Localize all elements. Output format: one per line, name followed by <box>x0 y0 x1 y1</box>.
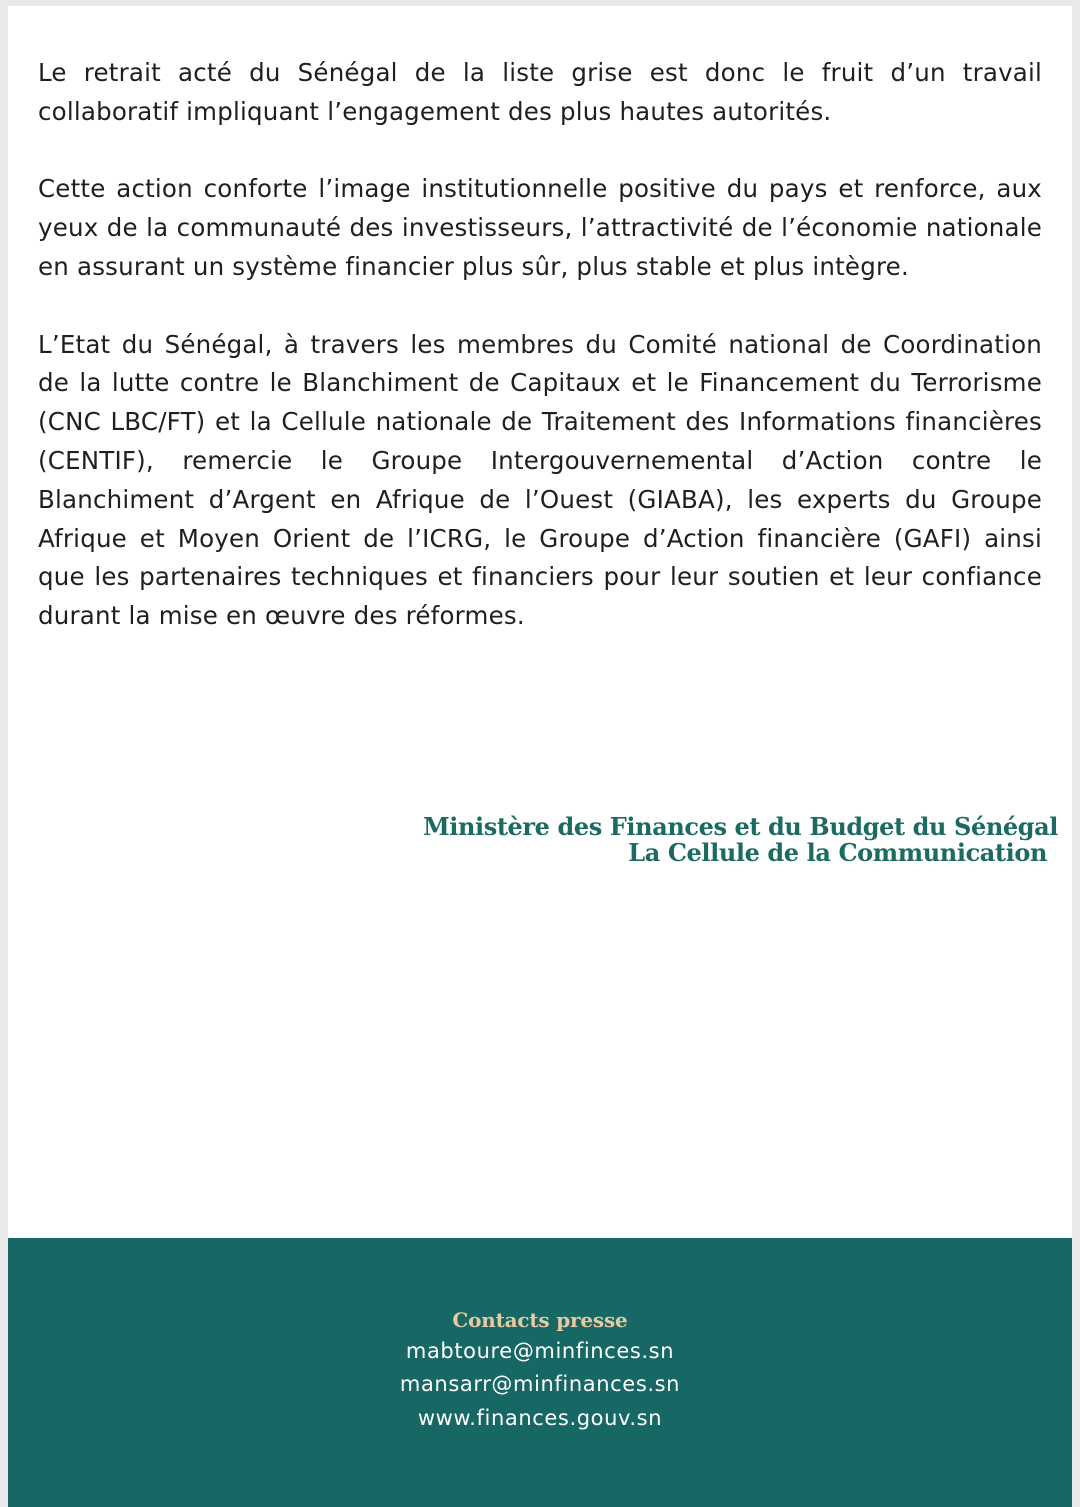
signature-ministry: Ministère des Finances et du Budget du Sénégal <box>423 812 1058 841</box>
document-body <box>38 54 1042 675</box>
contact-website[interactable]: www.finances.gouv.sn <box>417 1406 663 1430</box>
paragraph-1: Le retrait acté du Sénégal de la liste grise est donc le fruit d’un travail collaboratif impliquant l’engagement des plus hautes autorités. <box>38 58 1042 126</box>
paragraph-3: L’Etat du Sénégal, à travers les membres du Comité national de Coordination de la lutte contre le Blanchiment de Capitaux et le Financement du Terrorisme (CNC LBC/FT) et la Cellule nationale de Traitement des Informations financières (CENTIF), remercie le Groupe Intergouvernemental d’Action contre le Blanchiment d’Argent en Afrique de l’Ouest (GIABA), les experts du Groupe Afrique et Moyen Orient de l’ICRG, le Groupe d’Action financière (GAFI) ainsi que les partenaires techniques et financiers pour leur soutien et leur confiance durant la mise en œuvre des réformes. <box>38 329 1042 631</box>
document-page <box>8 6 1072 1507</box>
contact-email-mabtoure[interactable]: mabtoure@minfinces.sn <box>405 1339 675 1363</box>
paragraph-2: Cette action conforte l’image institutionnelle positive du pays et renforce, aux yeux de la communauté des investisseurs, l’attractivité de l’économie nationale en assurant un système financier plus sûr, plus stable et plus intègre. <box>38 174 1042 281</box>
signature-block <box>423 814 1058 866</box>
contact-email-mansarr[interactable]: mansarr@minfinances.sn <box>399 1372 681 1396</box>
contacts-title: Contacts presse <box>452 1308 628 1332</box>
contacts-footer <box>8 1238 1072 1507</box>
signature-cell: La Cellule de la Communication <box>628 838 1047 867</box>
